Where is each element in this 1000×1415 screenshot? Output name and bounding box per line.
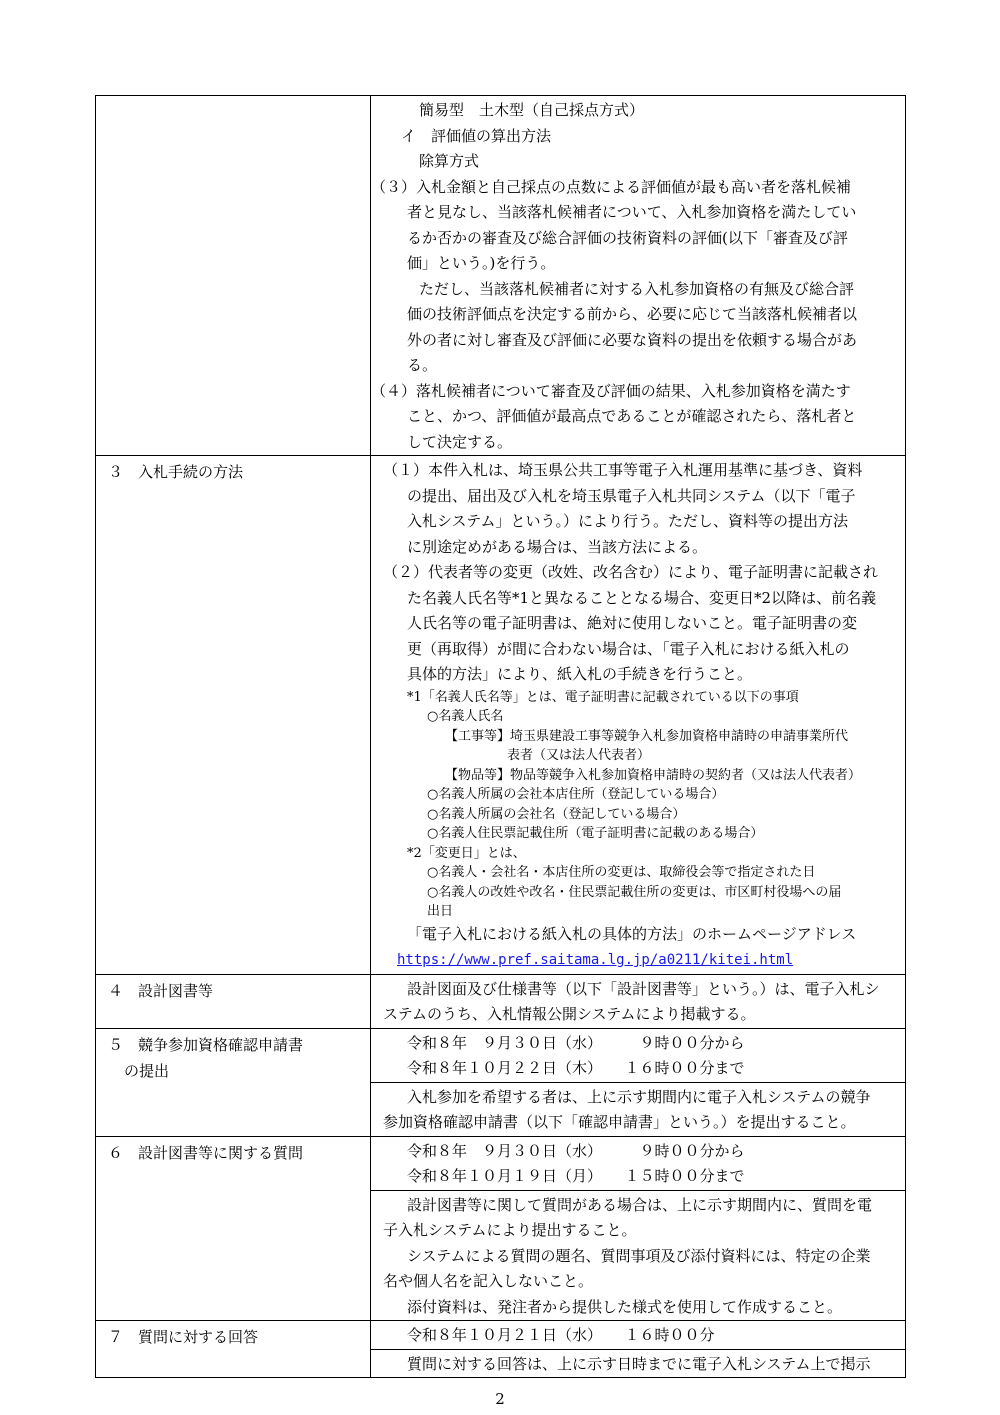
description-block <box>371 1082 905 1136</box>
note-line: ○名義人所属の会社本店住所（登記している場合） <box>427 787 725 802</box>
text-line: 更（再取得）が間に合わない場合は、「電子入札における紙入札の <box>407 639 850 658</box>
text-line: 者と見なし、当該落札候補者について、入札参加資格を満たしてい <box>407 203 857 221</box>
text-line: こと、かつ、評価値が最高点であることが確認されたら、落札者と <box>407 407 857 425</box>
page-number: 2 <box>495 1390 505 1408</box>
table-row <box>96 1028 906 1136</box>
row-label: ６ 設計図書等に関する質問 <box>96 1136 371 1321</box>
description-block <box>371 1349 905 1378</box>
text-line: 価の技術評価点を決定する前から、必要に応じて当該落札候補者以 <box>407 305 858 323</box>
text-line: 入札システム」という。）により行う。ただし、資料等の提出方法 <box>407 512 849 530</box>
period-start: 令和８年 ９月３０日（水） ９時００分から <box>407 1141 745 1160</box>
period-block <box>371 1029 905 1082</box>
text-line: 外の者に対し審査及び評価に必要な資料の提出を依頼する場合があ <box>407 330 858 349</box>
period-start: 令和８年 ９月３０日（水） ９時００分から <box>407 1033 745 1052</box>
text-line: 人氏名等の電子証明書は、絶対に使用しないこと。電子証明書の変 <box>407 614 858 632</box>
text-line: （１）本件入札は、埼玉県公共工事等電子入札運用基準に基づき、資料 <box>383 461 863 479</box>
table-row <box>96 96 906 456</box>
text-line: 設計図書等に関して質問がある場合は、上に示す期間内に、質問を電 <box>407 1195 873 1214</box>
text-line: （２）代表者等の変更（改姓、改名含む）により、電子証明書に記載され <box>383 563 879 581</box>
text-line: る。 <box>407 356 438 374</box>
text-line: 子入札システムにより提出すること。 <box>383 1221 637 1239</box>
table-row <box>96 456 906 975</box>
table-row <box>96 1136 906 1321</box>
period-block <box>371 1321 905 1349</box>
note-line: 【物品等】物品等競争入札参加資格申請時の契約者（又は法人代表者） <box>445 767 862 783</box>
text-line: して決定する。 <box>407 432 513 451</box>
link-caption: 「電子入札における紙入札の具体的方法」のホームページアドレス <box>407 924 857 943</box>
row-content <box>371 1321 906 1378</box>
row-content <box>371 96 906 456</box>
description-block <box>371 1190 905 1321</box>
row-label: ５ 競争参加資格確認申請書 の提出 <box>96 1028 371 1136</box>
note-line: ○名義人氏名 <box>427 709 504 724</box>
text-line: 除算方式 <box>419 152 480 170</box>
text-line: 具体的方法」により、紙入札の手続きを行うこと。 <box>407 665 753 683</box>
text-line: イ 評価値の算出方法 <box>401 126 552 145</box>
note-line: 【工事等】埼玉県建設工事等競争入札参加資格申請時の申請事業所代 <box>445 728 849 744</box>
document-page <box>95 95 906 1378</box>
text-line: 入札参加を希望する者は、上に示す期間内に電子入札システムの競争 <box>407 1087 871 1106</box>
row-content <box>371 1028 906 1136</box>
table-row <box>96 1321 906 1378</box>
text-line: の提出、届出及び入札を埼玉県電子入札共同システム（以下「電子 <box>407 486 856 505</box>
answer-date: 令和８年１０月２１日（水） １６時００分 <box>407 1326 715 1344</box>
row-label: ４ 設計図書等 <box>96 974 371 1028</box>
text-line: るか否かの審査及び総合評価の技術資料の評価(以下「審査及び評 <box>407 228 848 247</box>
text-line: ステムのうち、入札情報公開システムにより掲載する。 <box>383 1005 756 1023</box>
text-line: 名や個人名を記入しないこと。 <box>383 1272 594 1290</box>
note-line: ○名義人所属の会社名（登記している場合） <box>427 806 686 822</box>
row-content <box>371 974 906 1028</box>
text-line: ただし、当該落札候補者に対する入札参加資格の有無及び総合評 <box>419 279 855 298</box>
text-line: 設計図面及び仕様書等（以下「設計図書等」という。）は、電子入札シ <box>407 979 880 998</box>
note-line: ○名義人の改姓や改名・住民票記載住所の変更は、市区町村役場への届 <box>427 884 842 900</box>
note-line: ○名義人住民票記載住所（電子証明書に記載のある場合） <box>427 826 764 841</box>
note-line: ○名義人・会社名・本店住所の変更は、取締役会等で指定された日 <box>427 865 816 880</box>
note-line: *1「名義人氏名等」とは、電子証明書に記載されている以下の事項 <box>407 689 799 705</box>
text-line: システムによる質問の題名、質問事項及び添付資料には、特定の企業 <box>407 1246 871 1265</box>
note-line: 表者（又は法人代表者） <box>507 748 651 763</box>
period-end: 令和８年１０月２２日（木） １６時００分まで <box>407 1059 745 1077</box>
text-line: た名義人氏名等*1と異なることとなる場合、変更日*2以降は、前名義 <box>407 588 877 607</box>
text-line: （４）落札候補者について審査及び評価の結果、入札参加資格を満たす <box>371 381 851 400</box>
row-content <box>371 456 906 975</box>
row-label: ７ 質問に対する回答 <box>96 1321 371 1378</box>
note-line: 出日 <box>427 904 454 919</box>
text-line: 参加資格確認申請書（以下「確認申請書」という。）を提出すること。 <box>383 1113 856 1131</box>
note-line: *2「変更日」とは、 <box>407 845 526 861</box>
text-line: 質問に対する回答は、上に示す日時までに電子入札システム上で掲示 <box>407 1354 871 1373</box>
period-end: 令和８年１０月１９日（月） １５時００分まで <box>407 1167 745 1185</box>
text-line: 簡易型 土木型（自己採点方式） <box>419 101 645 119</box>
row-label: ３ 入札手続の方法 <box>96 456 371 975</box>
homepage-link[interactable]: https://www.pref.saitama.lg.jp/a0211/kitei.html <box>397 952 794 968</box>
text-line: 添付資料は、発注者から提供した様式を使用して作成すること。 <box>407 1297 843 1316</box>
text-line: （３）入札金額と自己採点の点数による評価値が最も高い者を落札候補 <box>371 177 852 196</box>
period-block <box>371 1137 905 1190</box>
text-line: 価」という。)を行う。 <box>407 254 556 272</box>
row-content <box>371 1136 906 1321</box>
table-row <box>96 974 906 1028</box>
row-label <box>96 96 371 456</box>
text-line: に別途定めがある場合は、当該方法による。 <box>407 537 708 556</box>
procurement-table <box>95 95 906 1378</box>
